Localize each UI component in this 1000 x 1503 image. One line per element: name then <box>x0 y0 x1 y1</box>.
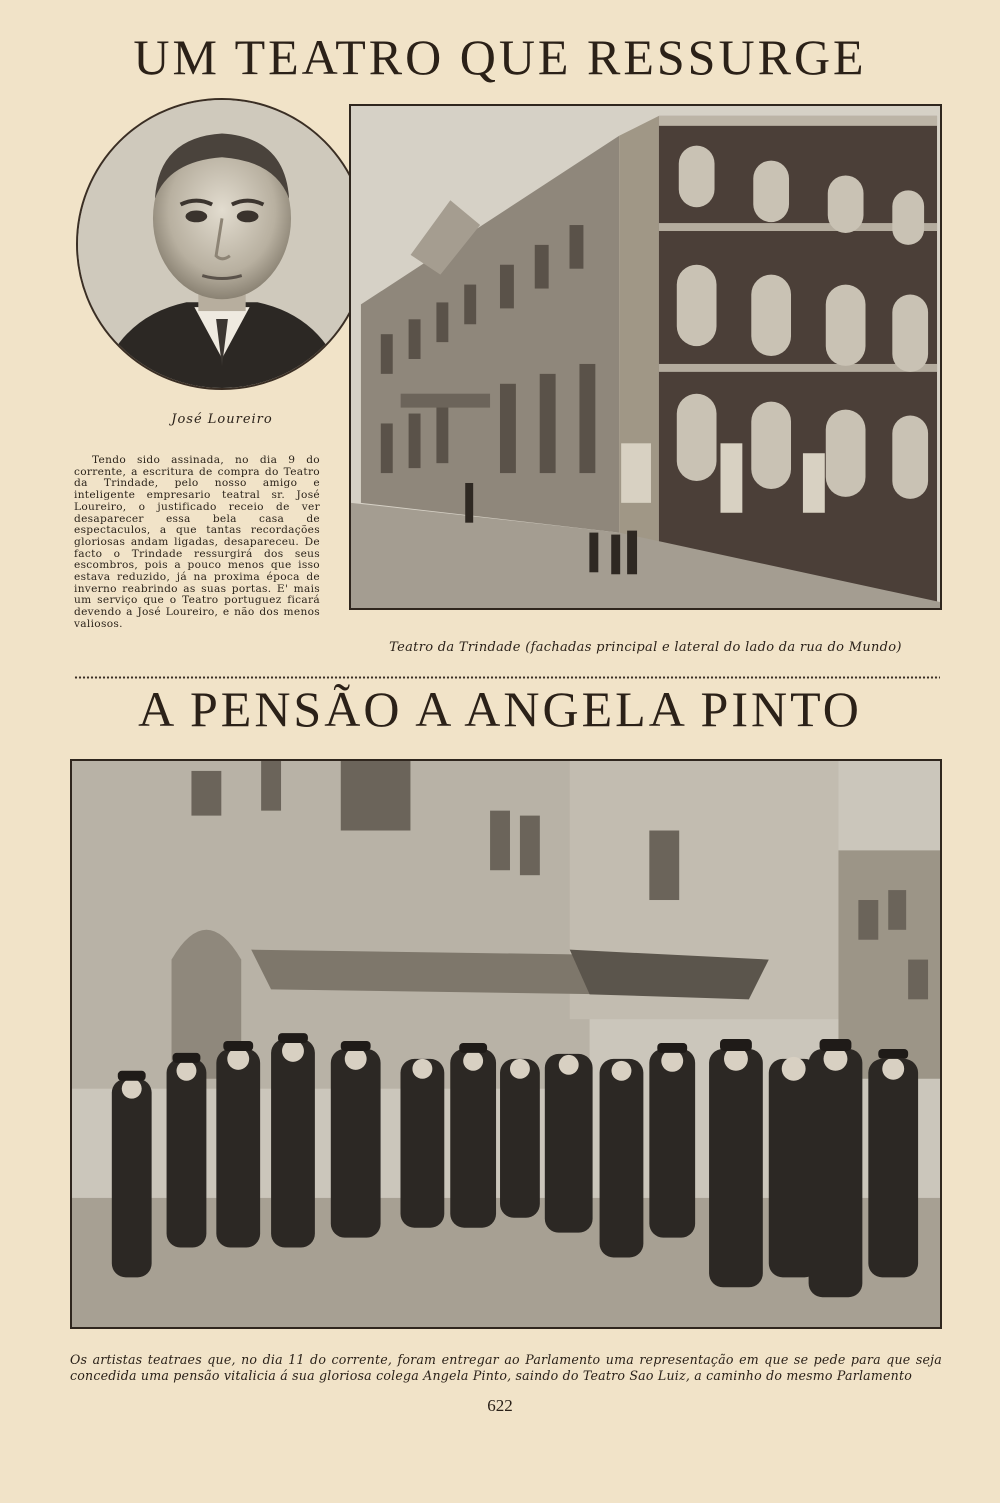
article-text: Tendo sido assinada, no dia 9 do corrente, a escritura de compra do Teatro da Trindade, pelo nosso amigo e inteligente empresario teatral sr. José Loureiro, o justificado receio de ver desaparecer essa bela casa de espectaculos, a que tantas recordações gloriosas andam ligadas, desapareceu. De facto o Trindade ressurgirá dos seus escombros, pois a pouco menos que isso estava reduzido, já na proxima época de inverno reabrindo as suas portas. E' mais um serviço que o Teatro portuguez ficará devendo a José Loureiro, e não dos menos valiosos. <box>74 454 320 630</box>
crowd-photo <box>70 759 942 1329</box>
dotted-divider <box>74 676 940 679</box>
portrait-photo <box>76 98 368 390</box>
headline-teatro: UM TEATRO QUE RESSURGE <box>133 29 867 85</box>
theatre-photo-caption: Teatro da Trindade (fachadas principal e lateral do lado da rua do Mundo) <box>389 640 902 655</box>
headline-pensao: A PENSÃO A ANGELA PINTO <box>138 681 862 737</box>
theatre-photo <box>349 104 942 610</box>
page-number: 622 <box>487 1396 513 1415</box>
crowd-photo-caption: Os artistas teatraes que, no dia 11 do corrente, foram entregar ao Parlamento uma representação em que se pede para que seja concedida uma pensão vitalicia á sua gloriosa colega Angela Pinto, saindo do Teatro Sao Luiz, a caminho do mesmo Parlamento <box>70 1352 942 1383</box>
portrait-caption: José Loureiro <box>171 412 273 427</box>
